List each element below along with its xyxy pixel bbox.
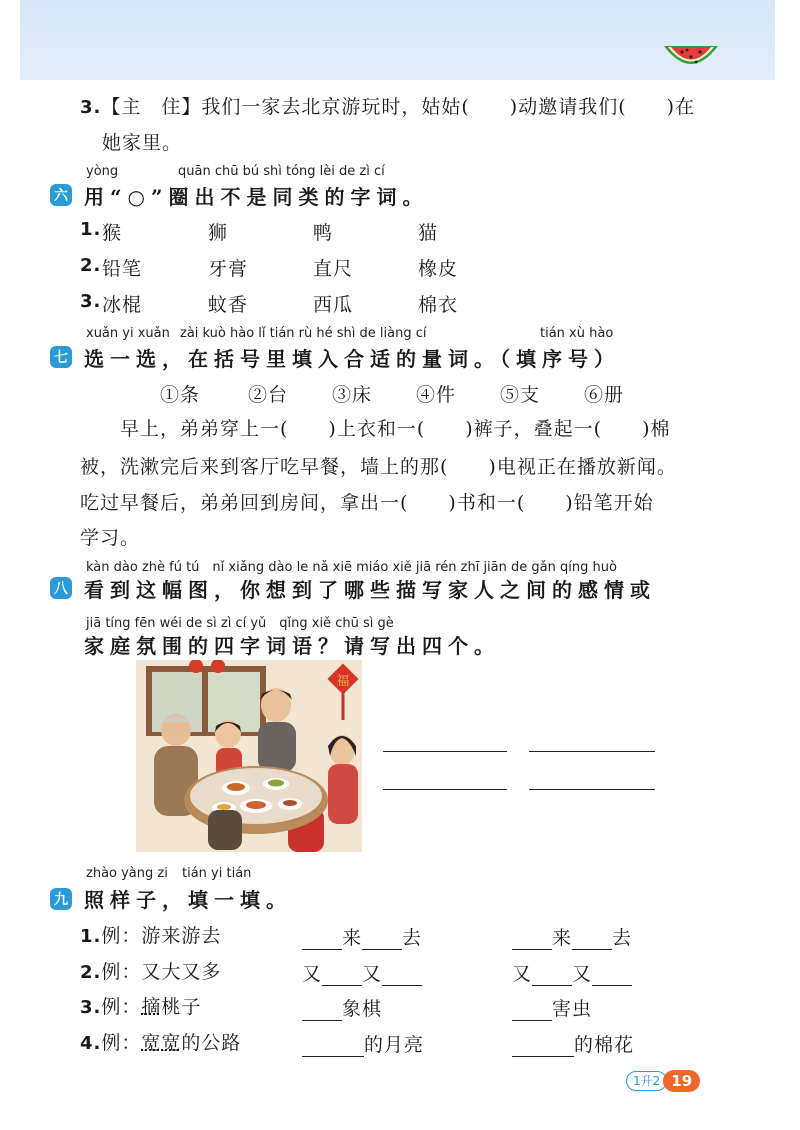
option: ⑤支 — [500, 384, 541, 406]
example-text: 又大又多 — [141, 961, 222, 983]
sec9-badge: 九 — [50, 888, 72, 910]
row-number: 2. — [80, 962, 102, 983]
answer-line-4[interactable] — [529, 789, 655, 790]
word: 棉衣 — [418, 294, 459, 316]
sec6-badge: 六 — [50, 184, 72, 206]
answer-line-2[interactable] — [529, 751, 655, 752]
family-dinner-image — [136, 660, 362, 852]
sec7-para-line: 学习。 — [80, 527, 141, 549]
word: 铅笔 — [102, 258, 143, 280]
sec9-pinyin-2: tián yi tián — [182, 866, 252, 881]
row-number: 2. — [80, 255, 102, 276]
watermelon-icon — [662, 42, 720, 76]
sec7-pinyin-3: tián xù hào — [540, 326, 614, 341]
sec8-badge: 八 — [50, 577, 72, 599]
q3-line-1 — [80, 92, 695, 119]
word: 牙膏 — [208, 258, 249, 280]
fu-character: 福 — [336, 674, 350, 689]
sec7-pinyin-1: xuǎn yi xuǎn — [86, 326, 170, 341]
sec9-row-3-fill-b[interactable]: 害虫 — [512, 994, 592, 1021]
word: 猫 — [418, 222, 439, 244]
word: 冰棍 — [102, 294, 143, 316]
sec6-title: 用“○”圈出不是同类的字词。 — [84, 185, 429, 209]
sec9-pinyin-1: zhào yàng zi — [86, 866, 168, 881]
sec8-title-1: 看到这幅图，你想到了哪些描写家人之间的感情或 — [84, 578, 656, 602]
word: 鸭 — [313, 222, 334, 244]
sec8-pinyin-1: kàn dào zhè fú tú nǐ xiǎng dào le nǎ xiē miáo xiě jiā rén zhī jiān de gǎn qíng huò — [86, 560, 617, 575]
word: 猴 — [102, 222, 123, 244]
example-marked: 宽宽 — [141, 1032, 182, 1054]
word: 直尺 — [313, 258, 354, 280]
q3-number: 3. — [80, 97, 102, 118]
sec9-row-4-fill-a[interactable]: 的月亮 — [302, 1030, 424, 1057]
sec9-row-4-fill-b[interactable]: 的棉花 — [512, 1030, 634, 1057]
example-text: 游来游去 — [141, 925, 222, 947]
sec9-row-2-example — [80, 957, 221, 984]
sec9-row-1-fill-b[interactable]: 来 去 — [512, 923, 632, 950]
sec9-row-1-example — [80, 921, 221, 948]
word: 西瓜 — [313, 294, 354, 316]
answer-line-1[interactable] — [383, 751, 507, 752]
sec8-pinyin-2: jiā tíng fēn wéi de sì zì cí yǔ qǐng xiě chū sì gè — [86, 616, 394, 631]
sec9-row-2-fill-a[interactable]: 又 又 — [302, 959, 422, 986]
grade-level-label: 1升2 — [626, 1071, 667, 1091]
option: ④件 — [416, 384, 457, 406]
sec9-row-4-example — [80, 1028, 241, 1055]
word: 橡皮 — [418, 258, 459, 280]
sec9-row-3-example — [80, 992, 201, 1019]
row-number: 1. — [80, 219, 102, 240]
sec9-title: 照样子，填一填。 — [84, 888, 292, 912]
sec9-row-2-fill-b[interactable]: 又 又 — [512, 959, 632, 986]
sec6-pinyin-1: yòng — [86, 164, 119, 179]
example-prefix: 例： — [101, 925, 142, 947]
option: ①条 — [160, 384, 201, 406]
example-prefix: 例： — [101, 961, 142, 983]
sec8-title-2: 家庭氛围的四字词语？请写出四个。 — [84, 634, 500, 658]
page-number: 19 — [663, 1070, 700, 1092]
sec7-para-line: 早上，弟弟穿上一( )上衣和一( )裤子，叠起一( )棉 — [120, 418, 671, 440]
sec7-badge: 七 — [50, 346, 72, 368]
row-number: 3. — [80, 997, 102, 1018]
example-marked: 摘 — [141, 996, 162, 1018]
sec6-pinyin-2: quān chū bú shì tóng lèi de zì cí — [178, 164, 385, 179]
example-text: 的公路 — [181, 1032, 242, 1054]
row-number: 4. — [80, 1033, 102, 1054]
answer-line-3[interactable] — [383, 789, 507, 790]
sec7-para-line: 被，洗漱完后来到客厅吃早餐，墙上的那( )电视正在播放新闻。 — [80, 456, 677, 478]
example-prefix: 例： — [101, 1032, 142, 1054]
sec9-row-3-fill-a[interactable]: 象棋 — [302, 994, 382, 1021]
example-prefix: 例： — [101, 996, 142, 1018]
sec7-para-line: 吃过早餐后，弟弟回到房间，拿出一( )书和一( )铅笔开始 — [80, 492, 654, 514]
option: ③床 — [332, 384, 373, 406]
sec7-pinyin-2: zài kuò hào lǐ tián rù hé shì de liàng cí — [180, 326, 427, 341]
row-number: 3. — [80, 291, 102, 312]
q3-text: 【主 住】我们一家去北京游玩时，姑姑( )动邀请我们( )在 — [101, 96, 696, 118]
sec7-title: 选一选，在括号里填入合适的量词。（填序号） — [84, 347, 620, 371]
option: ⑥册 — [584, 384, 625, 406]
sec9-row-1-fill-a[interactable]: 来 去 — [302, 923, 422, 950]
option: ②台 — [248, 384, 289, 406]
sec6-row-1 — [80, 218, 101, 240]
sec6-row-2 — [80, 254, 101, 276]
page-number-tag — [626, 1070, 700, 1092]
word: 蚊香 — [208, 294, 249, 316]
example-text: 桃子 — [161, 996, 202, 1018]
row-number: 1. — [80, 926, 102, 947]
sec6-row-3 — [80, 290, 101, 312]
word: 狮 — [208, 222, 229, 244]
q3-line-2: 她家里。 — [102, 132, 183, 154]
